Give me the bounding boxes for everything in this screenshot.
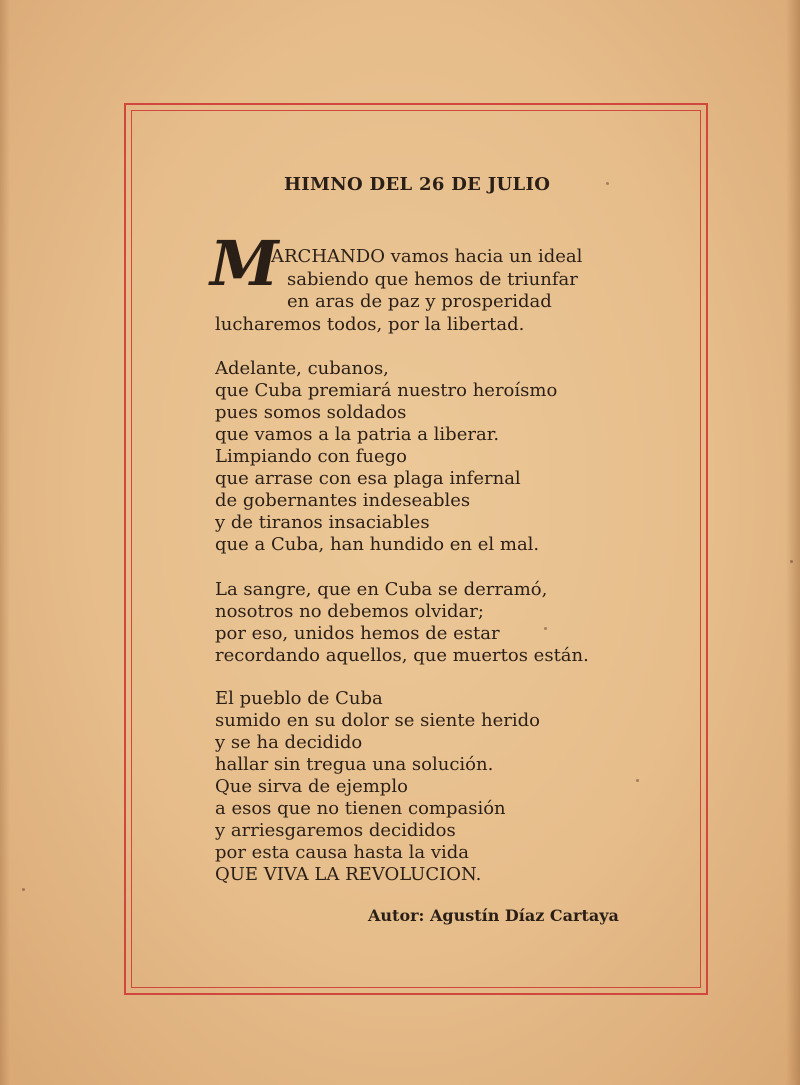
paper-speck <box>790 560 793 563</box>
stanza-1-line-3: en aras de paz y prosperidad <box>287 291 552 312</box>
stanza-4-line-1: El pueblo de Cuba <box>215 688 383 709</box>
paper-speck <box>636 779 639 782</box>
paper-speck <box>544 627 547 630</box>
stanza-1-line-4: lucharemos todos, por la libertad. <box>215 314 525 335</box>
stanza-4-line-6: a esos que no tienen compasión <box>215 798 506 819</box>
stanza-4-line-5: Que sirva de ejemplo <box>215 776 408 797</box>
author-credit: Autor: Agustín Díaz Cartaya <box>368 906 619 925</box>
stanza-2-line-5: Limpiando con fuego <box>215 446 407 467</box>
stanza-3-line-4: recordando aquellos, que muertos están. <box>215 645 589 666</box>
stanza-3-line-1: La sangre, que en Cuba se derramó, <box>215 579 548 600</box>
page-edge-left <box>0 0 10 1085</box>
stanza-4-line-3: y se ha decidido <box>215 732 363 753</box>
stanza-2-line-2: que Cuba premiará nuestro heroísmo <box>215 380 558 401</box>
stanza-4-line-8: por esta causa hasta la vida <box>215 842 469 863</box>
stanza-2-line-8: y de tiranos insaciables <box>215 512 430 533</box>
stanza-4-line-4: hallar sin tregua una solución. <box>215 754 494 775</box>
stanza-2-line-4: que vamos a la patria a liberar. <box>215 424 500 445</box>
stanza-2-line-9: que a Cuba, han hundido en el mal. <box>215 534 540 555</box>
stanza-3-line-3: por eso, unidos hemos de estar <box>215 623 500 644</box>
stanza-2-line-6: que arrase con esa plaga infernal <box>215 468 521 489</box>
stanza-2-line-7: de gobernantes indeseables <box>215 490 471 511</box>
stanza-4-line-7: y arriesgaremos decididos <box>215 820 456 841</box>
stanza-4-line-9: QUE VIVA LA REVOLUCION. <box>215 864 482 885</box>
paper-speck <box>22 888 25 891</box>
page-edge-right <box>786 0 800 1085</box>
paper-speck <box>606 182 609 185</box>
stanza-1-line-1: ARCHANDO vamos hacia un ideal <box>271 246 583 267</box>
stanza-1-line-2: sabiendo que hemos de triunfar <box>287 269 578 290</box>
drop-cap-letter: M <box>210 227 279 300</box>
stanza-2-line-1: Adelante, cubanos, <box>215 358 389 379</box>
stanza-2-line-3: pues somos soldados <box>215 402 407 423</box>
hymn-title: HIMNO DEL 26 DE JULIO <box>284 174 551 195</box>
stanza-4-line-2: sumido en su dolor se siente herido <box>215 710 540 731</box>
stanza-3-line-2: nosotros no debemos olvidar; <box>215 601 484 622</box>
